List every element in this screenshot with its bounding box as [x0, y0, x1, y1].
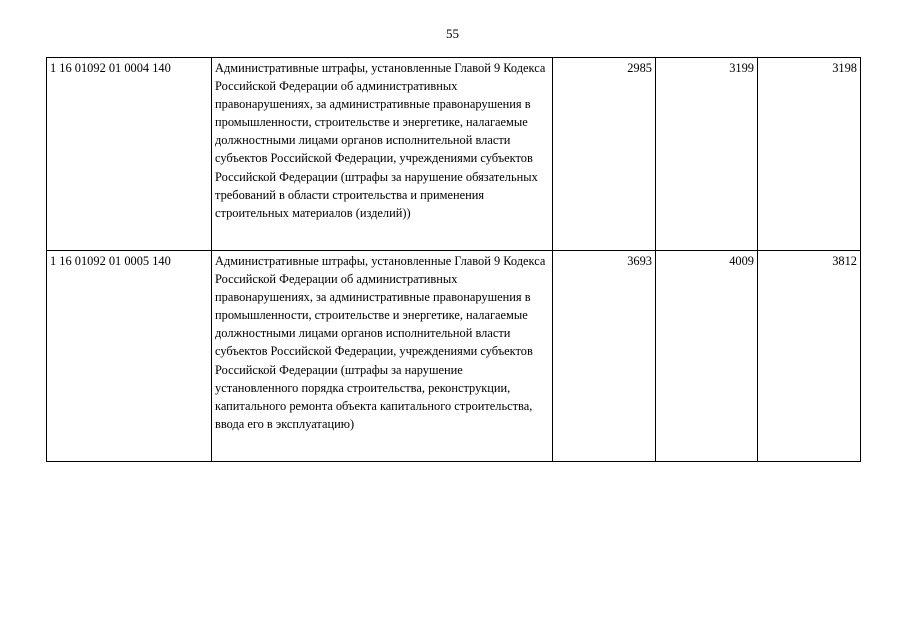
- value-cell-2: 3199: [656, 58, 758, 251]
- value-cell-3: 3812: [758, 251, 861, 462]
- value-cell-3: 3198: [758, 58, 861, 251]
- value-cell-1: 2985: [553, 58, 656, 251]
- budget-code-cell: 1 16 01092 01 0005 140: [47, 251, 212, 462]
- budget-code-cell: 1 16 01092 01 0004 140: [47, 58, 212, 251]
- description-cell: Административные штрафы, установленные Главой 9 Кодекса Российской Федерации об административных правонарушениях, за административные правонарушения в промышленности, строительстве и энергетике, налагаемые должностными лицами органов исполнительной власти субъектов Российской Федерации, учреждениями субъектов Российской Федерации (штрафы за нарушение обязательных требований в области строительства и применения строительных материалов (изделий)): [212, 58, 553, 251]
- value-cell-2: 4009: [656, 251, 758, 462]
- value-cell-1: 3693: [553, 251, 656, 462]
- table-row: [47, 58, 861, 251]
- budget-table: [46, 57, 861, 462]
- description-cell: Административные штрафы, установленные Главой 9 Кодекса Российской Федерации об административных правонарушениях, за административные правонарушения в промышленности, строительстве и энергетике, налагаемые должностными лицами органов исполнительной власти субъектов Российской Федерации, учреждениями субъектов Российской Федерации (штрафы за нарушение установленного порядка строительства, реконструкции, капитального ремонта объекта капитального строительства, ввода его в эксплуатацию): [212, 251, 553, 462]
- page-number: 55: [446, 26, 459, 41]
- table-row: [47, 251, 861, 462]
